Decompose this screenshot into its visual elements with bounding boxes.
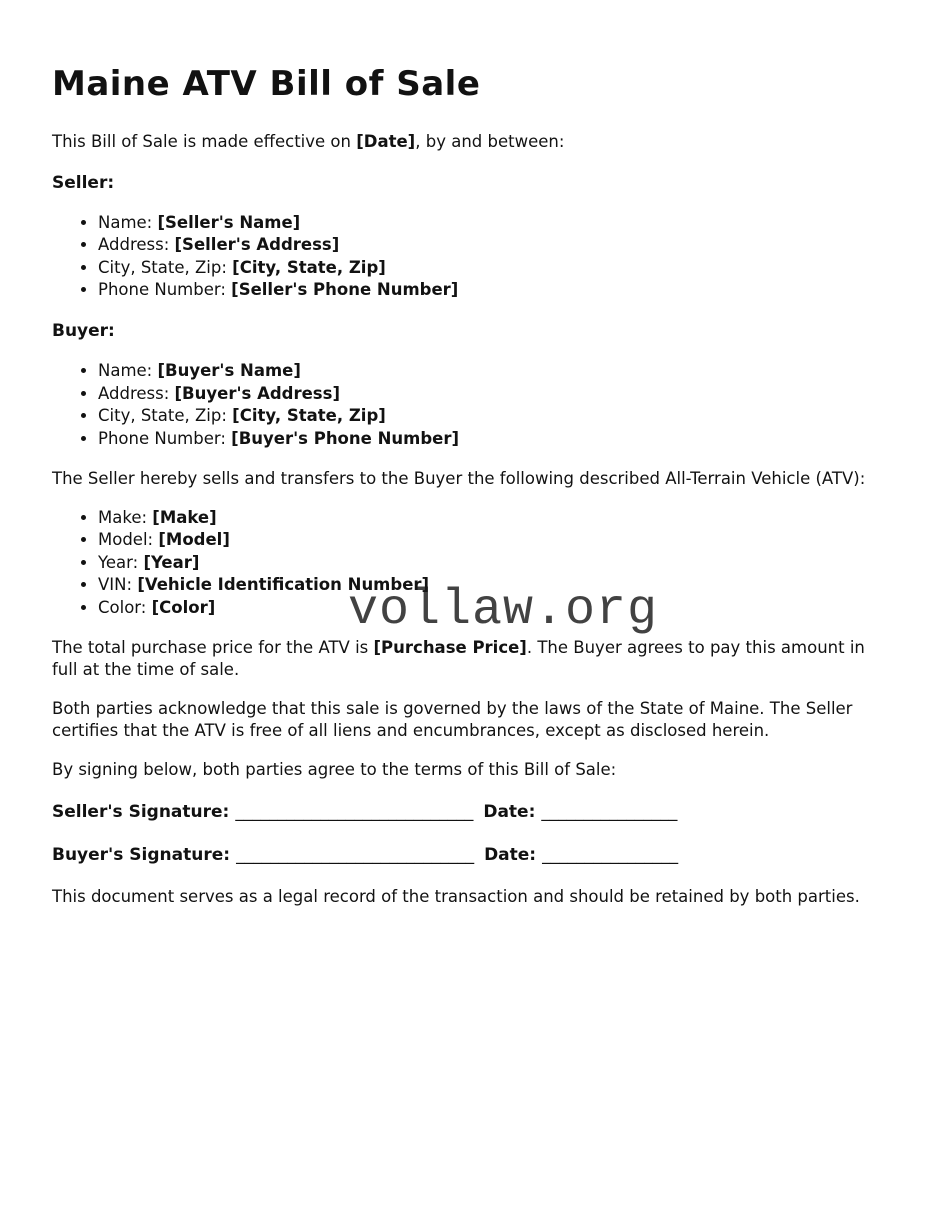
atv-details-list bbox=[52, 507, 891, 619]
intro-pre: This Bill of Sale is made effective on bbox=[52, 131, 357, 151]
governing-law-paragraph: Both parties acknowledge that this sale is governed by the laws of the State of Maine. The Seller certifies that the ATV is free of all liens and encumbrances, except as disclosed herein. bbox=[52, 699, 853, 741]
document-title: Maine ATV Bill of Sale bbox=[52, 64, 481, 104]
price-paragraph bbox=[52, 637, 891, 681]
buyer-signature-line: ____________________________ bbox=[236, 845, 475, 866]
list-item bbox=[98, 529, 891, 551]
field-placeholder: [City, State, Zip] bbox=[232, 406, 386, 426]
list-item bbox=[98, 428, 891, 450]
list-item bbox=[98, 574, 891, 596]
field-placeholder: [Vehicle Identification Number] bbox=[137, 575, 430, 595]
list-item bbox=[98, 279, 891, 301]
purchase-price-placeholder: [Purchase Price] bbox=[373, 638, 527, 658]
field-placeholder: [Buyer's Address] bbox=[174, 383, 340, 403]
seller-heading: Seller: bbox=[52, 172, 115, 193]
field-placeholder: [Seller's Name] bbox=[157, 212, 301, 232]
field-placeholder: [Buyer's Phone Number] bbox=[231, 428, 460, 448]
watermark-text: vollaw.org bbox=[348, 582, 659, 639]
field-placeholder: [City, State, Zip] bbox=[232, 257, 386, 277]
seller-details-list bbox=[52, 212, 891, 302]
field-label: City, State, Zip: bbox=[98, 257, 233, 277]
list-item bbox=[98, 405, 891, 427]
list-item bbox=[98, 507, 891, 529]
field-placeholder: [Make] bbox=[152, 508, 217, 528]
field-placeholder: [Seller's Address] bbox=[174, 235, 340, 255]
field-label: Phone Number: bbox=[98, 280, 232, 300]
field-placeholder: [Year] bbox=[143, 552, 200, 572]
field-label: Address: bbox=[98, 383, 175, 403]
seller-date-label: Date: bbox=[483, 802, 536, 823]
field-label: VIN: bbox=[98, 575, 138, 595]
seller-signature-label: Seller's Signature: bbox=[52, 802, 230, 823]
list-item bbox=[98, 234, 891, 256]
closing-paragraph: This document serves as a legal record of the transaction and should be retained by both parties. bbox=[52, 887, 860, 907]
seller-signature-line: ____________________________ bbox=[235, 802, 474, 823]
date-placeholder: [Date] bbox=[356, 131, 416, 151]
list-item bbox=[98, 257, 891, 279]
intro-post: , by and between: bbox=[415, 131, 565, 151]
field-label: Color: bbox=[98, 597, 152, 617]
field-placeholder: [Color] bbox=[151, 597, 216, 617]
list-item bbox=[98, 597, 891, 619]
list-item bbox=[98, 552, 891, 574]
field-label: Phone Number: bbox=[98, 428, 232, 448]
field-label: Make: bbox=[98, 508, 153, 528]
list-item bbox=[98, 212, 891, 234]
buyer-date-label: Date: bbox=[484, 845, 537, 866]
seller-date-line: ________________ bbox=[541, 802, 678, 823]
field-label: Name: bbox=[98, 212, 158, 232]
field-label: City, State, Zip: bbox=[98, 406, 233, 426]
field-placeholder: [Buyer's Name] bbox=[157, 361, 301, 381]
buyer-signature-label: Buyer's Signature: bbox=[52, 845, 231, 866]
price-post: . The Buyer agrees to pay this amount in full at the time of sale. bbox=[52, 638, 865, 680]
intro-paragraph bbox=[52, 131, 891, 153]
buyer-details-list bbox=[52, 360, 891, 450]
buyer-date-line: ________________ bbox=[542, 845, 679, 866]
field-label: Model: bbox=[98, 530, 159, 550]
signing-paragraph: By signing below, both parties agree to the terms of this Bill of Sale: bbox=[52, 760, 617, 780]
field-label: Address: bbox=[98, 235, 175, 255]
seller-signature-row bbox=[52, 800, 891, 824]
buyer-signature-row bbox=[52, 843, 891, 867]
field-placeholder: [Model] bbox=[158, 530, 230, 550]
field-label: Year: bbox=[98, 552, 144, 572]
transfer-paragraph: The Seller hereby sells and transfers to the Buyer the following described All-Terrain Vehicle (ATV): bbox=[52, 469, 866, 489]
field-placeholder: [Seller's Phone Number] bbox=[231, 280, 459, 300]
buyer-heading: Buyer: bbox=[52, 321, 115, 342]
list-item bbox=[98, 383, 891, 405]
field-label: Name: bbox=[98, 361, 158, 381]
list-item bbox=[98, 360, 891, 382]
price-pre: The total purchase price for the ATV is bbox=[52, 638, 374, 658]
